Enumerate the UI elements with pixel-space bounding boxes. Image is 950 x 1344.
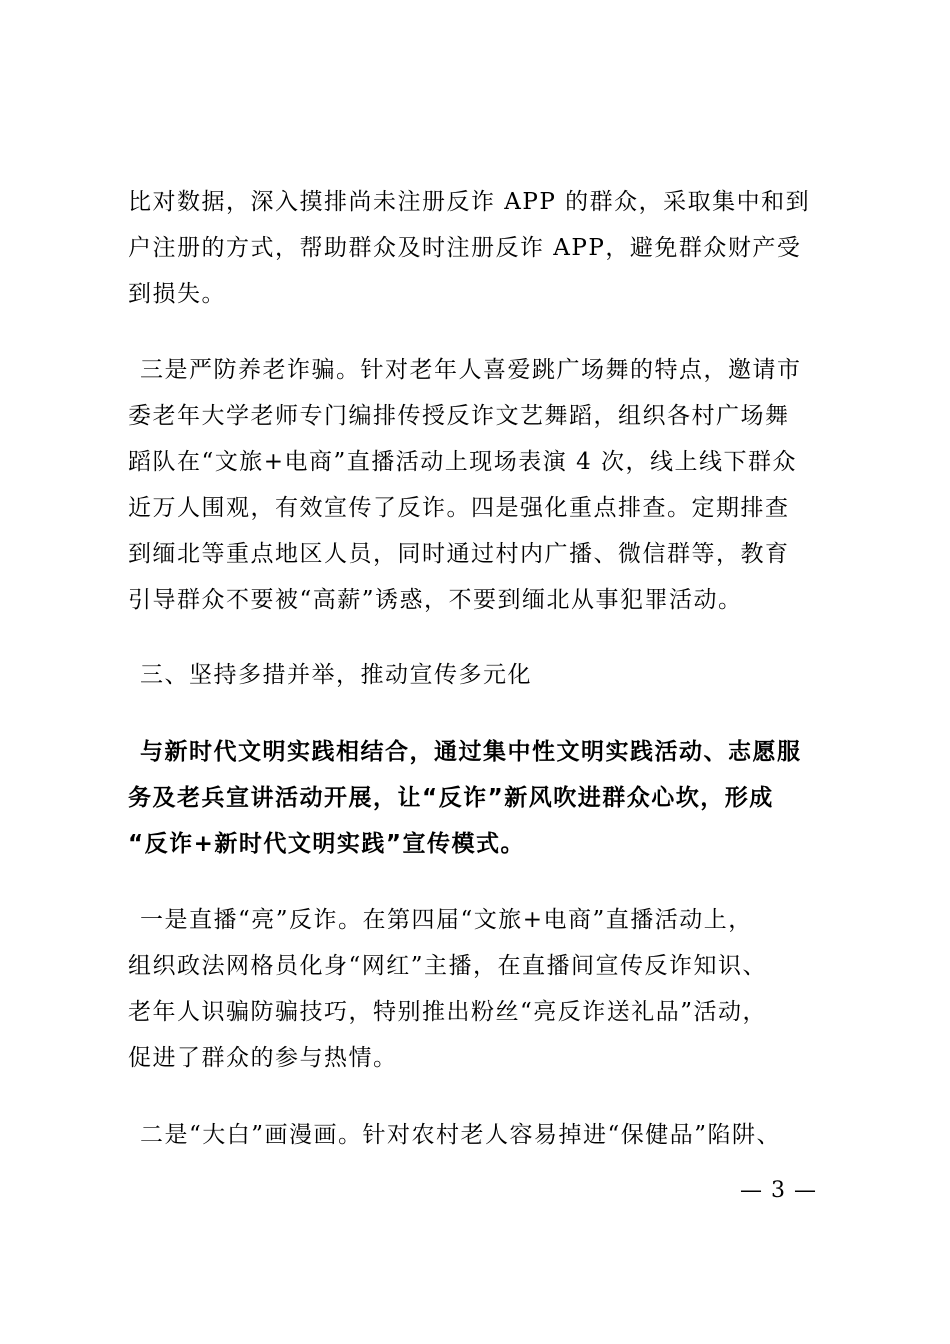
paragraph-line: 蹈队在“文旅+电商”直播活动上现场表演 4 次，线上线下群众 xyxy=(128,449,798,475)
page-number: — 3 — xyxy=(740,1178,817,1203)
paragraph-line: 组织政法网格员化身“网红”主播，在直播间宣传反诈知识、 xyxy=(128,953,768,979)
paragraph-line: 近万人围观，有效宣传了反诈。四是强化重点排查。定期排查 xyxy=(128,495,790,521)
paragraph-line: 委老年大学老师专门编排传授反诈文艺舞蹈，组织各村广场舞 xyxy=(128,403,790,429)
paragraph-line: 到缅北等重点地区人员，同时通过村内广播、微信群等，教育 xyxy=(128,541,790,567)
paragraph-line: 务及老兵宣讲活动开展，让“反诈”新风吹进群众心坎，形成 xyxy=(128,785,774,811)
paragraph-line: “反诈+新时代文明实践”宣传模式。 xyxy=(128,831,526,857)
section-heading: 三、坚持多措并举，推动宣传多元化 xyxy=(140,662,532,688)
paragraph-line: 老年人识骗防骗技巧，特别推出粉丝“亮反诈送礼品”活动， xyxy=(128,999,768,1025)
paragraph-line: 一是直播“亮”反诈。在第四届“文旅+电商”直播活动上， xyxy=(140,907,753,933)
paragraph-line: 二是“大白”画漫画。针对农村老人容易掉进“保健品”陷阱、 xyxy=(140,1122,782,1148)
paragraph-line: 促进了群众的参与热情。 xyxy=(128,1045,398,1071)
paragraph-line: 户注册的方式，帮助群众及时注册反诈 APP，避免群众财产受 xyxy=(128,235,802,261)
paragraph-line: 到损失。 xyxy=(128,281,226,307)
paragraph-line: 三是严防养老诈骗。针对老年人喜爱跳广场舞的特点，邀请市 xyxy=(140,357,802,383)
paragraph-line: 与新时代文明实践相结合，通过集中性文明实践活动、志愿服 xyxy=(140,739,802,765)
paragraph-line: 引导群众不要被“高薪”诱惑，不要到缅北从事犯罪活动。 xyxy=(128,587,743,613)
paragraph-line: 比对数据，深入摸排尚未注册反诈 APP 的群众，采取集中和到 xyxy=(128,189,811,215)
